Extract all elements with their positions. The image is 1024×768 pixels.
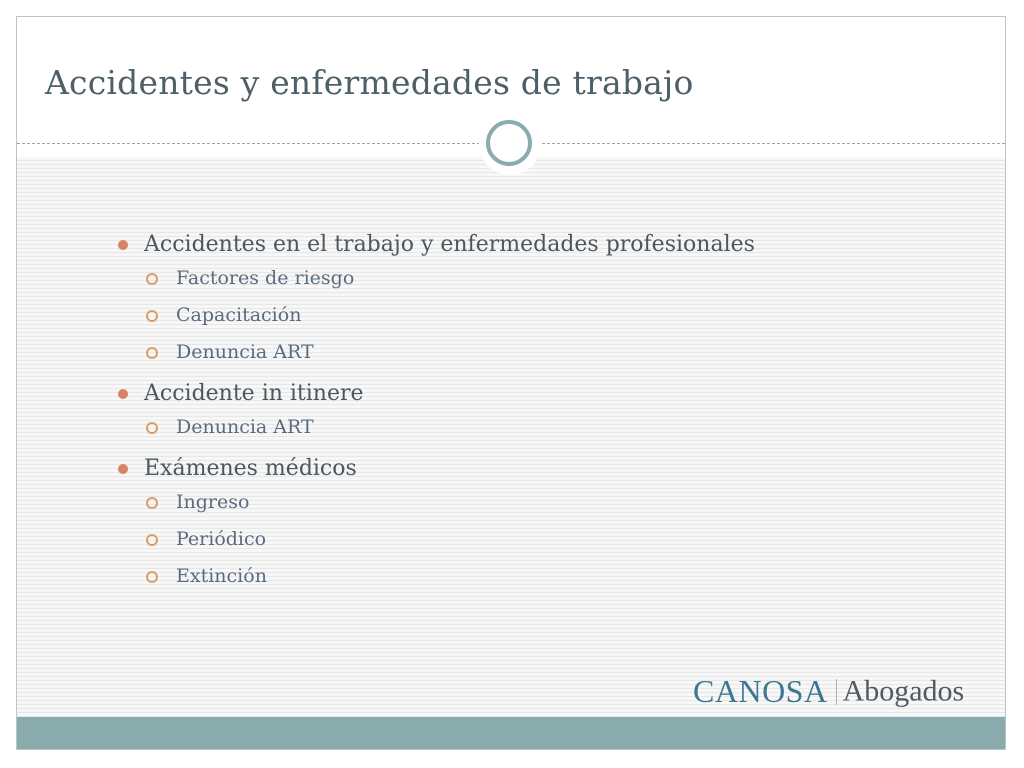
ring-ornament-icon [479, 113, 541, 175]
sub-bullet-item [116, 334, 876, 371]
ring-icon [486, 120, 532, 166]
sub-bullet-text: Denuncia ART [176, 416, 314, 438]
bullet-item [116, 379, 876, 409]
logo-brand: CANOSA [693, 673, 828, 709]
sub-bullet-text: Factores de riesgo [176, 267, 355, 289]
logo-separator [836, 679, 837, 705]
hollow-circle-bullet-icon [146, 310, 158, 322]
hollow-circle-bullet-icon [146, 571, 158, 583]
sub-bullet-item [116, 260, 876, 297]
bullet-text: Accidente in itinere [144, 381, 364, 406]
filled-circle-bullet-icon [118, 240, 128, 250]
bullet-item [116, 230, 876, 260]
hollow-circle-bullet-icon [146, 347, 158, 359]
sub-bullet-text: Denuncia ART [176, 341, 314, 363]
sub-bullet-item [116, 558, 876, 595]
bullet-item [116, 454, 876, 484]
footer-bar [17, 717, 1005, 750]
filled-circle-bullet-icon [118, 389, 128, 399]
bullet-text: Accidentes en el trabajo y enfermedades profesionales [144, 232, 755, 257]
sub-bullet-item [116, 484, 876, 521]
hollow-circle-bullet-icon [146, 273, 158, 285]
slide-title: Accidentes y enfermedades de trabajo [45, 63, 694, 102]
bullet-text: Exámenes médicos [144, 456, 357, 481]
sub-bullet-text: Capacitación [176, 304, 302, 326]
sub-bullet-text: Ingreso [176, 491, 250, 513]
logo-subtitle: Abogados [842, 674, 965, 708]
sub-bullet-item [116, 521, 876, 558]
hollow-circle-bullet-icon [146, 497, 158, 509]
sub-bullet-item [116, 409, 876, 446]
hollow-circle-bullet-icon [146, 534, 158, 546]
sub-bullet-text: Periódico [176, 528, 267, 550]
canosa-logo [693, 673, 964, 713]
hollow-circle-bullet-icon [146, 422, 158, 434]
filled-circle-bullet-icon [118, 464, 128, 474]
sub-bullet-text: Extinción [176, 565, 267, 587]
sub-bullet-item [116, 297, 876, 334]
bullet-list [116, 230, 876, 595]
